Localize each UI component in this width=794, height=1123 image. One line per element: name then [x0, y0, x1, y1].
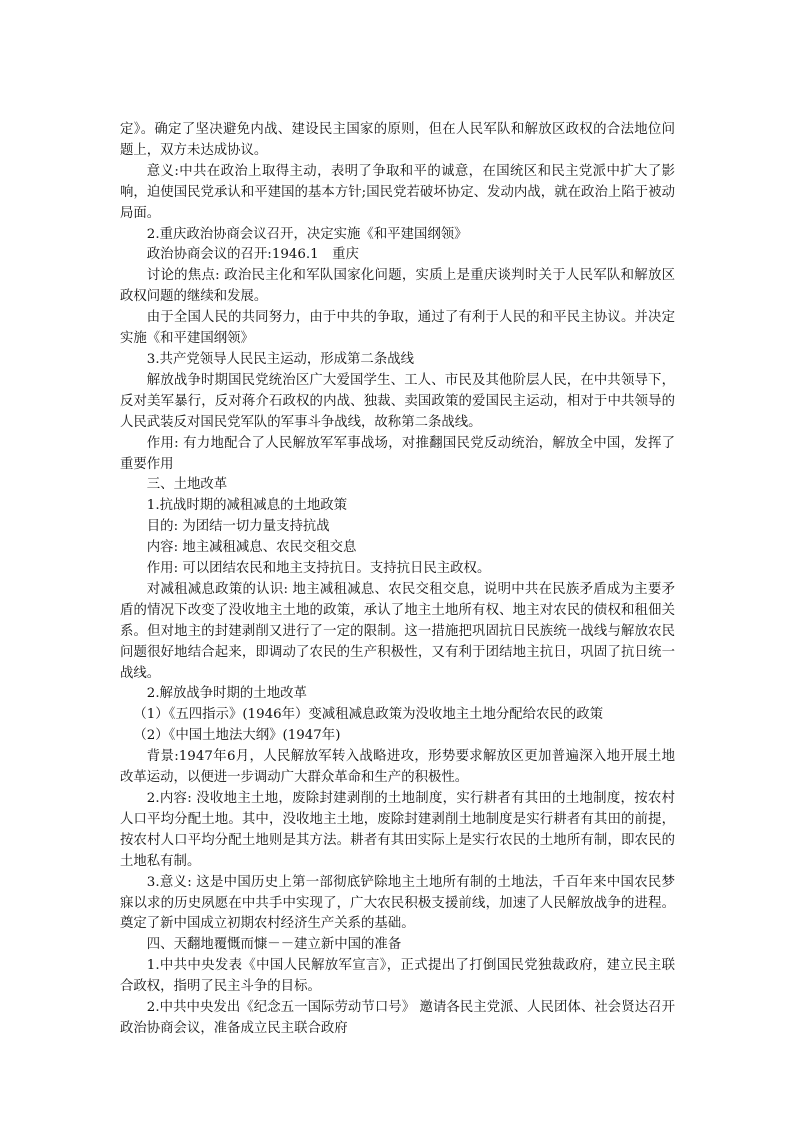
list-item-land-law-outline: （2）《中国土地法大纲》(1947年): [133, 728, 341, 744]
paragraph-pcc-date: 政治协商会议的召开:1946.1 重庆: [146, 247, 359, 263]
heading-chongqing-pcc: 2.重庆政治协商会议召开，决定实施《和平建国纲领》: [146, 226, 468, 242]
paragraph-second-front-role: 作用: 有力地配合了人民解放军军事战场，对推翻国民党反动统治，解放全中国，发挥了重要作用: [120, 435, 675, 472]
paragraph-pla-declaration: 1.中共中央发表《中国人民解放军宣言》，正式提出了打倒国民党独裁政府，建立民主联合政权，指明了民主斗争的目标。: [120, 958, 675, 995]
paragraph-discussion-focus: 讨论的焦点: 政治民主化和军队国家化问题，实质上是重庆谈判时关于人民军队和解放区政权问题的继续和发展。: [120, 268, 675, 305]
paragraph-agreement-result: 定》。确定了坚决避免内战、建设民主国家的原则，但在人民军队和解放区政权的合法地位问题上，双方未达成协议。: [120, 122, 675, 158]
paragraph-significance: 意义:中共在政治上取得主动，表明了争取和平的诚意，在国统区和民主党派中扩大了影响，迫使国民党承认和平建国的基本方针;国民党若破坏协定、发动内战，就在政治上陷于被动局面。: [120, 163, 675, 221]
list-item-may-fourth-directive: （1）《五四指示》(1946年）变减租减息政策为没收地主土地分配给农民的政策: [133, 707, 604, 723]
paragraph-policy-understanding: 对减租减息政策的认识: 地主减租减息、农民交租交息，说明中共在民族矛盾成为主要矛盾的情况下改变了没收地主土地的政策，承认了地主土地所有权、地主对农民的债权和租佃关系。但对地主的封建剥削又进行了一定的限制。这一措施把巩固抗日民族统一战线与解放农民问题很好地结合起来，即调动了农民的生产积极性，又有利于团结地主抗日，巩固了抗日统一战线。: [120, 581, 675, 681]
paragraph-content: 内容: 地主减租减息、农民交租交息: [146, 540, 357, 556]
heading-second-front: 3.共产党领导人民民主运动，形成第二条战线: [146, 351, 414, 367]
document-body: [120, 120, 675, 1040]
heading-liberation-war-land-reform: 2.解放战争时期的土地改革: [146, 686, 307, 702]
heading-rent-reduction: 1.抗战时期的减租减息的土地政策: [146, 498, 348, 514]
section-heading-land-reform: 三、土地改革: [146, 477, 228, 493]
section-heading-new-china-preparation: 四、天翻地覆慨而慷－－建立新中国的准备: [146, 937, 402, 953]
paragraph-may-day-slogans: 2.中共中央发出《纪念五一国际劳动节口号》 邀请各民主党派、人民团体、社会贤达召开政治协商会议，准备成立民主联合政府: [120, 1000, 675, 1036]
paragraph-pcc-result: 由于全国人民的共同努力，由于中共的争取，通过了有利于人民的和平民主协议。并决定实施《和平建国纲领》: [120, 310, 675, 347]
paragraph-law-significance: 3.意义: 这是中国历史上第一部彻底铲除地主土地所有制的土地法，千百年来中国农民梦寐以求的历史夙愿在中共手中实现了，广大农民积极支援前线，加速了人民解放战争的进程。奠定了新中国成立初期农村经济生产关系的基础。: [120, 874, 675, 932]
paragraph-effect: 作用: 可以团结农民和地主支持抗日。支持抗日民主政权。: [146, 561, 491, 577]
paragraph-background: 背景:1947年6月，人民解放军转入战略进攻，形势要求解放区更加普遍深入地开展土地改革运动，以便进一步调动广大群众革命和生产的积极性。: [120, 749, 675, 786]
paragraph-purpose: 目的: 为团结一切力量支持抗战: [146, 519, 330, 535]
paragraph-law-content: 2.内容: 没收地主土地，废除封建剥削的土地制度，实行耕者有其田的土地制度，按农村人口平均分配土地。其中，没收地主土地，废除封建剥削土地制度是实行耕者有其田的前提，按农村人口平均分配土地则是其方法。耕者有其田实际上是实行农民的土地所有制，即农民的土地私有制。: [120, 791, 675, 869]
paragraph-second-front: 解放战争时期国民党统治区广大爱国学生、工人、市民及其他阶层人民，在中共领导下，反对美军暴行，反对蒋介石政权的内战、独裁、卖国政策的爱国民主运动，相对于中共领导的人民武装反对国民党军队的军事斗争战线，故称第二条战线。: [120, 372, 675, 430]
